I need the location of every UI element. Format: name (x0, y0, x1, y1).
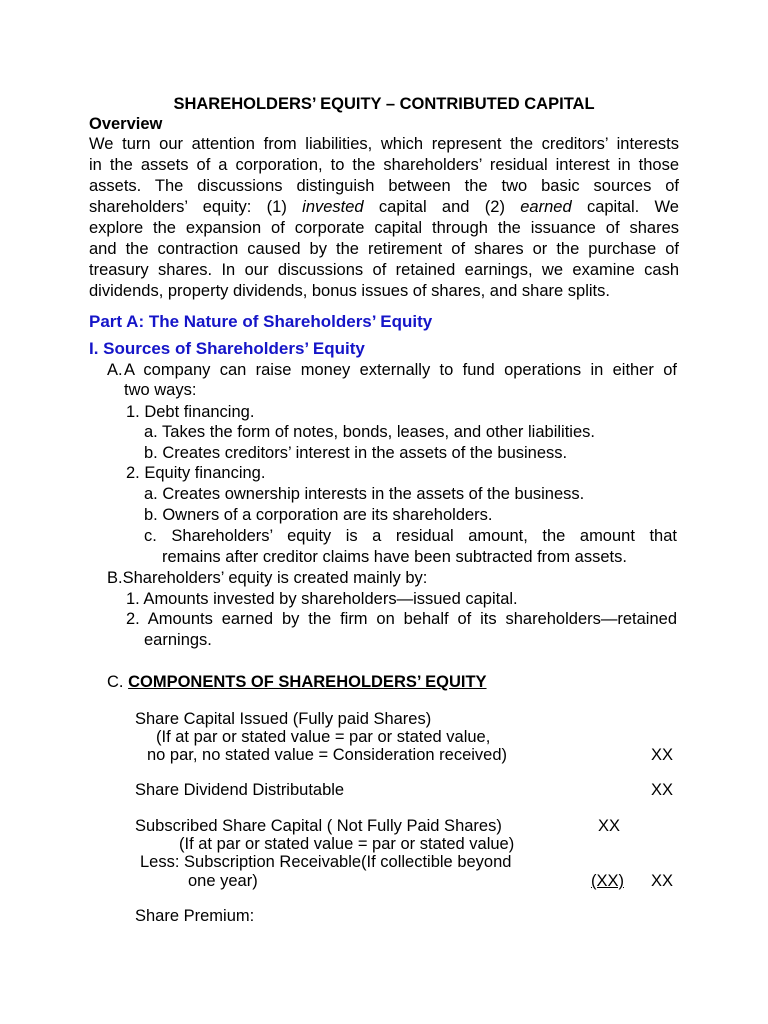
earned-emphasis: earned (520, 198, 572, 216)
overview-text: capital and (2) (363, 198, 521, 216)
item-c-heading (107, 672, 487, 693)
subscribed-par-note: (If at par or stated value = par or stated value) (179, 835, 515, 853)
item-b1: 1. Amounts invested by shareholders—issued capital. (126, 590, 518, 608)
item-a1b: b. Creates creditors’ interest in the assets of the business. (144, 444, 568, 462)
amount-net-subscribed: XX (651, 872, 674, 890)
item-a-line2: two ways: (124, 381, 197, 399)
less-subscription-receivable: Less: Subscription Receivable(If collectible beyond (140, 853, 512, 871)
item-a1a: a. Takes the form of notes, bonds, leases, and other liabilities. (144, 423, 595, 441)
overview-text: capital. We (571, 198, 679, 216)
share-capital-issued: Share Capital Issued (Fully paid Shares) (135, 710, 432, 728)
item-a2b: b. Owners of a corporation are its shareholders. (144, 506, 493, 524)
item-a2c-text: c. Shareholders’ equity is a residual amount, the amount that (144, 527, 677, 545)
share-dividend-distributable: Share Dividend Distributable (135, 781, 345, 799)
invested-emphasis: invested (302, 198, 364, 216)
amount-subscribed: XX (598, 817, 621, 835)
par-value-note: (If at par or stated value = par or stated value, (156, 728, 491, 746)
item-c-label: C. (107, 673, 129, 691)
item-a1: 1. Debt financing. (126, 403, 255, 421)
amount-receivable: (XX) (591, 872, 624, 890)
overview-paragraph (89, 134, 679, 302)
subscribed-share-capital: Subscribed Share Capital ( Not Fully Paid Shares) (135, 817, 502, 835)
share-premium: Share Premium: (135, 907, 255, 925)
item-b2-text: 2. Amounts earned by the firm on behalf of its shareholders—retained (126, 610, 677, 628)
components-heading: COMPONENTS OF SHAREHOLDERS’ EQUITY (128, 673, 487, 691)
item-a-text: A company can raise money externally to fund operations in either of (124, 361, 677, 379)
one-year-note: one year) (188, 872, 258, 890)
overview-line: We turn our attention from liabilities, which represent the creditors’ interests (89, 135, 679, 153)
item-b: B.Shareholders’ equity is created mainly by: (107, 569, 428, 587)
amount-share-capital: XX (651, 746, 674, 764)
overview-heading: Overview (89, 115, 163, 133)
section-i-heading: I. Sources of Shareholders’ Equity (89, 339, 365, 358)
overview-text: shareholders’ equity: (1) (89, 198, 303, 216)
overview-line (89, 197, 679, 218)
item-a2a: a. Creates ownership interests in the assets of the business. (144, 485, 585, 503)
overview-line: dividends, property dividends, bonus issues of shares, and share splits. (89, 282, 610, 300)
item-a2c-line1 (144, 526, 677, 547)
item-a-line1 (124, 360, 677, 381)
part-a-heading: Part A: The Nature of Shareholders’ Equity (89, 312, 433, 331)
item-b2-line1 (126, 609, 677, 630)
overview-line: treasury shares. In our discussions of retained earnings, we examine cash (89, 261, 679, 279)
amount-dividend: XX (651, 781, 674, 799)
overview-line: explore the expansion of corporate capital through the issuance of shares (89, 219, 679, 237)
document-title: SHAREHOLDERS’ EQUITY – CONTRIBUTED CAPITAL (173, 95, 595, 113)
item-a-label: A. (107, 361, 123, 379)
overview-line: and the contraction caused by the retirement of shares or the purchase of (89, 240, 679, 258)
overview-line: in the assets of a corporation, to the shareholders’ residual interest in those (89, 156, 679, 174)
no-par-note: no par, no stated value = Consideration received) (147, 746, 508, 764)
overview-line: assets. The discussions distinguish between the two basic sources of (89, 177, 679, 195)
item-b2-line2: earnings. (144, 631, 212, 649)
item-a2c-line2: remains after creditor claims have been subtracted from assets. (162, 548, 627, 566)
item-a2: 2. Equity financing. (126, 464, 266, 482)
